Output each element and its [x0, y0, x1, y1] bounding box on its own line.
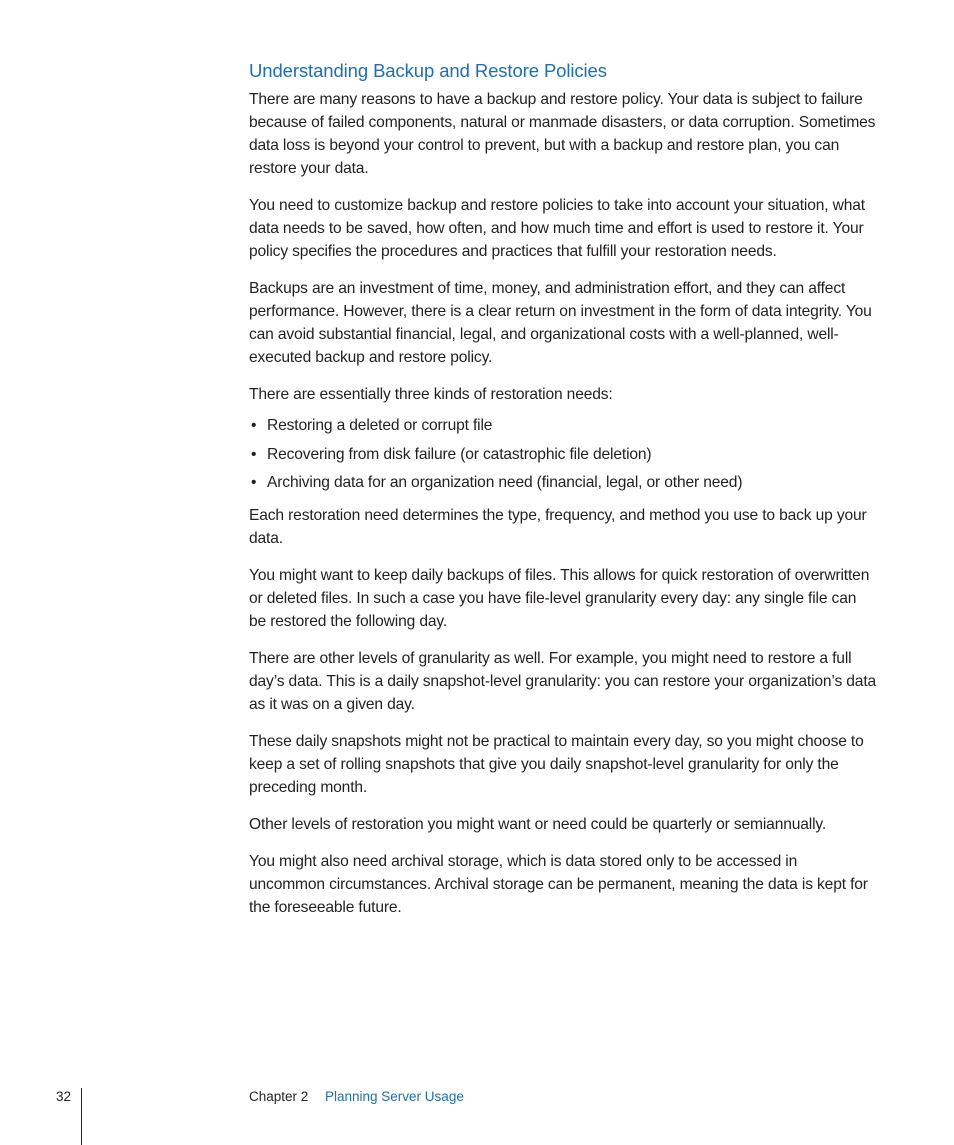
page-number: 32 [56, 1089, 72, 1104]
footer-divider [81, 1088, 82, 1145]
list-intro-paragraph: There are essentially three kinds of restoration needs: [249, 386, 613, 403]
restoration-needs-list [249, 414, 877, 494]
list-item [249, 471, 877, 494]
chapter-title-link[interactable]: Planning Server Usage [325, 1089, 464, 1104]
paragraph: Backups are an investment of time, money, and administration effort, and they can affect performance. However, there is a clear return on investment in the form of data integrity. You can avoid substantial financial, legal, and organizational costs with a well-planned, well-executed backup and restore policy. [249, 280, 872, 366]
paragraph: There are other levels of granularity as well. For example, you might need to restore a full day’s data. This is a daily snapshot-level granularity: you can restore your organization’s data as it was on a given day. [249, 650, 877, 713]
paragraph: Each restoration need determines the type, frequency, and method you use to back up your data. [249, 507, 867, 547]
paragraph: There are many reasons to have a backup and restore policy. Your data is subject to failure because of failed components, natural or manmade disasters, or data corruption. Sometimes data loss is beyond your control to prevent, but with a backup and restore plan, you can restore your data. [249, 91, 876, 177]
bullet-icon: • [251, 445, 257, 463]
list-item [249, 414, 877, 437]
list-item-text: Restoring a deleted or corrupt file [267, 417, 493, 434]
bullet-icon: • [251, 474, 257, 491]
section-heading: Understanding Backup and Restore Policies [249, 60, 607, 81]
page-footer [0, 1082, 954, 1145]
paragraph: These daily snapshots might not be practical to maintain every day, so you might choose to keep a set of rolling snapshots that give you daily snapshot-level granularity for only the preceding month. [249, 733, 864, 796]
chapter-label: Chapter 2 [249, 1089, 309, 1104]
paragraph: You might want to keep daily backups of files. This allows for quick restoration of overwritten or deleted files. In such a case you have file-level granularity every day: any single file can be restored the following day. [249, 567, 870, 630]
paragraph: You might also need archival storage, which is data stored only to be accessed in uncommon circumstances. Archival storage can be permanent, meaning the data is kept for the foreseeable future. [249, 853, 868, 916]
paragraph: Other levels of restoration you might want or need could be quarterly or semiannually. [249, 816, 827, 833]
list-item [249, 443, 877, 466]
list-item-text: Archiving data for an organization need (financial, legal, or other need) [267, 474, 743, 491]
bullet-icon: • [251, 417, 257, 434]
paragraph: You need to customize backup and restore policies to take into account your situation, what data needs to be saved, how often, and how much time and effort is used to restore it. Your policy specifies the procedures and practices that fulfill your restoration needs. [249, 197, 865, 260]
document-body [249, 58, 877, 933]
list-item-text: Recovering from disk failure (or catastrophic file deletion) [267, 445, 652, 463]
